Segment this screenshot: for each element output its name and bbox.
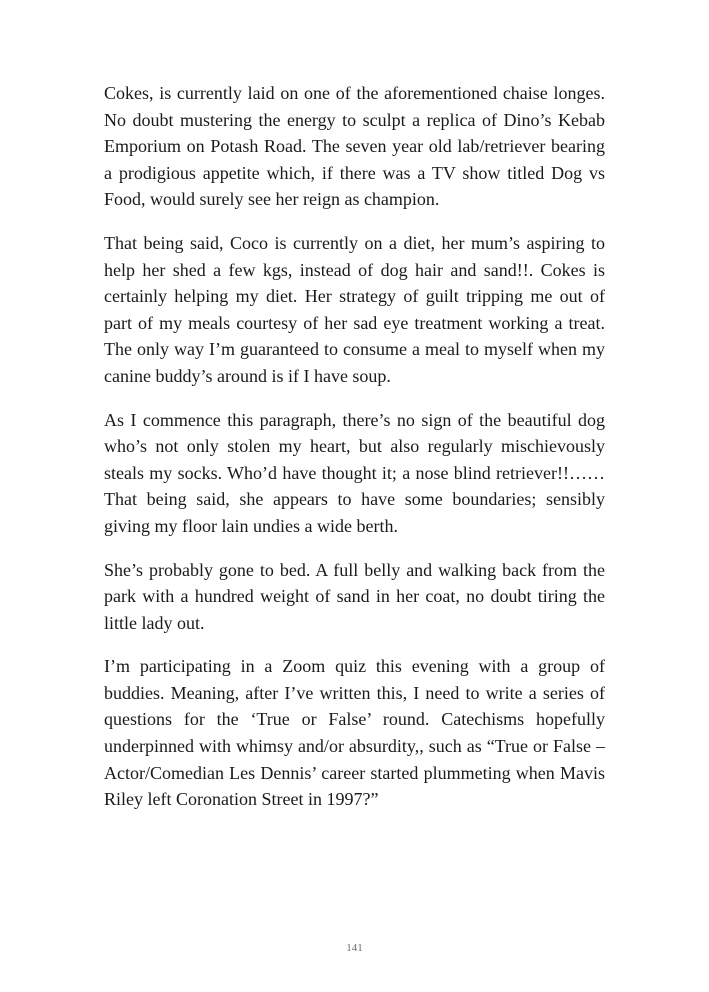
paragraph-1: Cokes, is currently laid on one of the aforementioned chaise longes. No doubt mustering the energy to sculpt a replica of Dino’s Kebab Emporium on Potash Road. The seven year old lab/retriever bearing a prodigious appetite which, if there was a TV show titled Dog vs Food, would surely see her reign as champion.	[104, 83, 605, 210]
paragraph-5: I’m participating in a Zoom quiz this evening with a group of buddies. Meaning, after I’ve written this, I need to write a series of questions for the ‘True or False’ round. Catechisms hopefully underpinned with whimsy and/or absurdity,, such as “True or False – Actor/Comedian Les Dennis’ career started plummeting when Mavis Riley left Coronation Street in 1997?”	[104, 656, 605, 810]
paragraph-4: She’s probably gone to bed. A full belly and walking back from the park with a hundred weight of sand in her coat, no doubt tiring the little lady out.	[104, 559, 605, 633]
paragraph-3: As I commence this paragraph, there’s no sign of the beautiful dog who’s not only stolen my heart, but also regularly mischievously steals my socks. Who’d have thought it; a nose blind retriever!!…… That being said, she appears to have some boundaries; sensibly giving my floor lain undies a wide berth.	[104, 409, 605, 536]
paragraph-2: That being said, Coco is currently on a diet, her mum’s aspiring to help her shed a few kgs, instead of dog hair and sand!!. Cokes is certainly helping my diet. Her strategy of guilt tripping me out of part of my meals courtesy of her sad eye treatment working a treat. The only way I’m guaranteed to consume a meal to myself when my canine buddy’s around is if I have soup.	[104, 232, 605, 386]
body-text	[104, 80, 605, 830]
page-number: 141	[346, 942, 363, 954]
